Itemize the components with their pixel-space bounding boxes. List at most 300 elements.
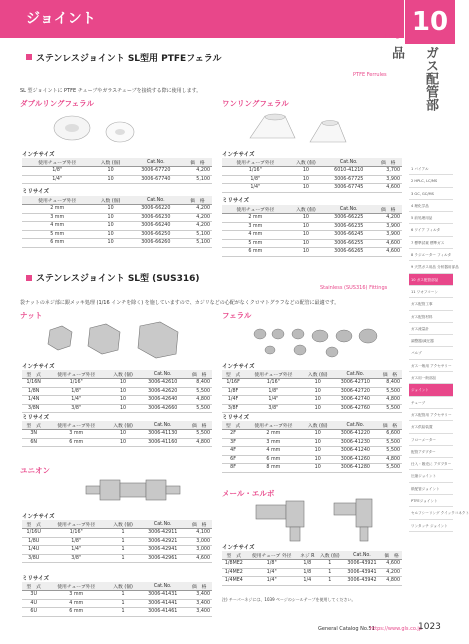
table-cell: 1/16" xyxy=(45,529,107,538)
table-header: 使用チューブ外径 xyxy=(45,520,107,529)
table-cell: 10 xyxy=(92,167,128,176)
table-cell: 3006-41280 xyxy=(333,464,378,473)
section-marker-icon xyxy=(26,275,32,281)
table-cell: 6U xyxy=(22,608,45,617)
section-title-2: ステンレスジョイント SL型 (SUS316) xyxy=(36,274,200,284)
table-cell: 10 xyxy=(92,239,128,248)
union-inch-heading: インチサイズ xyxy=(22,514,55,520)
table-cell: 3006-41431 xyxy=(139,591,186,600)
table-cell: 3006-42740 xyxy=(333,396,378,405)
table-cell: 3/8" xyxy=(244,404,302,413)
chapter-number: 10 xyxy=(405,0,455,44)
table-cell: 1/4" xyxy=(45,546,107,555)
table-cell: 3,400 xyxy=(186,599,212,608)
table-cell: 6 mm xyxy=(222,248,289,257)
table-cell: 3006-66220 xyxy=(129,205,183,214)
table-cell: 2 mm xyxy=(222,214,289,223)
table-cell: 10 xyxy=(289,239,324,248)
table-header: 価 格 xyxy=(186,421,212,430)
table-row xyxy=(22,591,212,600)
table-cell: 10 xyxy=(303,464,333,473)
table-cell: 1/4" xyxy=(246,568,298,577)
table-cell: 1/16" xyxy=(222,167,289,176)
table-row xyxy=(222,175,402,184)
table-row xyxy=(222,447,402,456)
table-cell: 5,500 xyxy=(186,387,212,396)
table-header: 使用チューブ 外径 xyxy=(246,551,298,560)
table-cell: 3006-42660 xyxy=(139,404,186,413)
table-cell: 3 mm xyxy=(244,438,302,447)
table-header: 入数 (個) xyxy=(107,520,139,529)
table-cell: 3006-66265 xyxy=(323,248,374,257)
table-cell: 10 xyxy=(289,167,324,176)
table-header: Cat.No. xyxy=(139,421,186,430)
elbow-inch-table xyxy=(222,551,402,586)
table-cell: 10 xyxy=(92,175,128,184)
table-cell: 3006-42911 xyxy=(139,529,186,538)
table-cell: 1 xyxy=(107,591,139,600)
table-cell: 2F xyxy=(222,430,244,439)
table-cell: 1/4" xyxy=(45,396,107,405)
dbl-inch-table xyxy=(22,158,212,184)
double-ring-title: ダブルリングフェラル xyxy=(20,99,94,108)
chapter-title: ガス配管部品 xyxy=(389,46,438,111)
table-cell: 4,200 xyxy=(183,167,212,176)
table-cell: 4,200 xyxy=(183,222,212,231)
fer-mm-heading: ミリサイズ xyxy=(222,415,249,421)
table-cell: 5,500 xyxy=(378,447,402,456)
table-cell: 4,800 xyxy=(381,577,402,586)
union-mm-heading: ミリサイズ xyxy=(22,576,49,582)
table-cell: 10 xyxy=(303,438,333,447)
table-cell: 4 mm xyxy=(22,222,92,231)
table-header: Cat.No. xyxy=(323,205,374,214)
table-cell: 4 mm xyxy=(45,599,107,608)
table-row xyxy=(22,438,212,447)
one-ring-title: ワンリングフェラル xyxy=(222,99,289,108)
table-cell: 5 mm xyxy=(222,239,289,248)
table-cell: 3006-41441 xyxy=(139,599,186,608)
table-cell: 10 xyxy=(107,396,139,405)
table-row xyxy=(22,404,212,413)
table-row xyxy=(222,387,402,396)
side-nav-item[interactable]: 紙配管ジョイント xyxy=(409,483,453,495)
side-nav-item[interactable]: 9 天然ガス用品 分析器用部品 xyxy=(409,261,453,273)
table-cell: 10 xyxy=(107,438,139,447)
table-header: Cat.No. xyxy=(139,582,186,591)
side-nav-item[interactable]: ガス流量計 xyxy=(409,323,453,335)
table-cell: 3006-43921 xyxy=(343,560,381,569)
table-cell: 3006-67720 xyxy=(129,167,183,176)
table-cell: 3,900 xyxy=(374,175,402,184)
side-nav xyxy=(409,163,469,532)
table-row xyxy=(222,404,402,413)
fer-inch-table xyxy=(222,370,402,413)
page-number: 1023 xyxy=(418,622,441,632)
table-row xyxy=(222,214,402,223)
table-cell: 4,800 xyxy=(378,396,402,405)
nut-mm-heading: ミリサイズ xyxy=(22,415,49,421)
table-cell: 3/8N xyxy=(22,404,45,413)
table-header: 価 格 xyxy=(183,196,212,205)
table-cell: 1 xyxy=(317,560,343,569)
table-cell: 10 xyxy=(289,184,324,193)
table-cell: 1/4" xyxy=(222,184,289,193)
side-nav-item[interactable]: 7 標準試薬 標準ガス xyxy=(409,237,453,249)
table-cell: 1/8" xyxy=(244,387,302,396)
table-cell: 1/8" xyxy=(22,167,92,176)
table-cell: 10 xyxy=(303,379,333,388)
table-header: Cat.No. xyxy=(129,196,183,205)
table-cell: 3006-66230 xyxy=(129,213,183,222)
table-cell: 10 xyxy=(107,404,139,413)
dbl-mm-table xyxy=(22,196,212,248)
table-header: ネジ R xyxy=(298,551,317,560)
table-row xyxy=(222,184,402,193)
table-header: 使用チューブ外径 xyxy=(22,158,92,167)
table-cell: 3,000 xyxy=(186,537,212,546)
union-inch-table xyxy=(22,520,212,563)
table-cell: 1/8U xyxy=(22,537,45,546)
table-cell: 3006-42620 xyxy=(139,387,186,396)
table-header: 型 式 xyxy=(222,370,244,379)
side-nav-item[interactable]: バルブ xyxy=(409,347,453,359)
table-header: 型 式 xyxy=(22,520,45,529)
table-cell: 1/8" xyxy=(246,560,298,569)
side-nav-item[interactable]: ガス供給装置 xyxy=(409,421,453,433)
side-nav-item[interactable]: ガス配管材料 xyxy=(409,311,453,323)
table-cell: 5,500 xyxy=(186,430,212,439)
table-cell: 5,500 xyxy=(378,387,402,396)
table-row xyxy=(22,167,212,176)
table-header: 使用チューブ外径 xyxy=(45,582,107,591)
one-inch-table xyxy=(222,158,402,193)
table-cell: 6 mm xyxy=(45,608,107,617)
table-cell: 1 xyxy=(107,537,139,546)
table-row xyxy=(22,599,212,608)
table-header: Cat.No. xyxy=(129,158,183,167)
table-cell: 3/8F xyxy=(222,404,244,413)
table-cell: 6 mm xyxy=(22,239,92,248)
table-cell: 1/8N xyxy=(22,387,45,396)
table-cell: 3006-66225 xyxy=(323,214,374,223)
table-cell: 1/4 xyxy=(298,577,317,586)
table-cell: 10 xyxy=(303,387,333,396)
table-header: 使用チューブ外径 xyxy=(244,370,302,379)
table-header: Cat.No. xyxy=(333,421,378,430)
table-row xyxy=(222,379,402,388)
table-cell: 3006-66235 xyxy=(323,222,374,231)
table-cell: 8,400 xyxy=(186,379,212,388)
one-mm-table xyxy=(222,205,402,257)
table-cell: 2 mm xyxy=(22,205,92,214)
table-cell: 3006-41260 xyxy=(333,455,378,464)
side-nav-item[interactable]: ガス配管用 アクセサリー xyxy=(409,409,453,421)
dbl-mm-heading: ミリサイズ xyxy=(22,189,49,195)
side-nav-item[interactable]: ガス用一般部品 xyxy=(409,372,453,384)
table-cell: 4,200 xyxy=(381,568,402,577)
side-nav-item[interactable]: ガス一般用 アクセサリー xyxy=(409,360,453,372)
table-row xyxy=(22,222,212,231)
table-cell: 3,900 xyxy=(374,231,402,240)
side-nav-item[interactable]: チューブ xyxy=(409,397,453,409)
table-cell: 3N xyxy=(22,430,45,439)
table-header: 使用チューブ外径 xyxy=(45,370,107,379)
table-cell: 1/16N xyxy=(22,379,45,388)
table-cell: 1/4U xyxy=(22,546,45,555)
table-cell: 4U xyxy=(22,599,45,608)
table-cell: 10 xyxy=(107,430,139,439)
side-nav-item[interactable]: 仕入・販売に アダプター xyxy=(409,458,453,470)
nut-mm-table xyxy=(22,421,212,447)
table-cell: 4F xyxy=(222,447,244,456)
table-cell: 3006-42710 xyxy=(333,379,378,388)
table-cell: 4,600 xyxy=(186,554,212,563)
table-cell: 1/4F xyxy=(222,396,244,405)
table-cell: 3 mm xyxy=(222,222,289,231)
table-header: 入数 (個) xyxy=(92,196,128,205)
table-cell: 4,200 xyxy=(183,213,212,222)
side-nav-item[interactable]: 5 前処理用品 xyxy=(409,212,453,224)
table-cell: 4,100 xyxy=(186,529,212,538)
table-row xyxy=(22,230,212,239)
table-cell: 5,100 xyxy=(183,239,212,248)
table-header: 使用チューブ外径 xyxy=(222,158,289,167)
table-row xyxy=(22,608,212,617)
section-title: ステンレスジョイント SL型用 PTFEフェラル xyxy=(36,54,222,64)
table-cell: 3/8" xyxy=(45,404,107,413)
side-nav-item[interactable]: PTFEジョイント xyxy=(409,495,453,507)
table-cell: 1/16F xyxy=(222,379,244,388)
table-cell: 8 mm xyxy=(244,464,302,473)
table-cell: 3006-67745 xyxy=(323,184,374,193)
table-cell: 2 mm xyxy=(244,430,302,439)
table-cell: 4,600 xyxy=(374,248,402,257)
table-header: 使用チューブ外径 xyxy=(222,205,289,214)
table-cell: 5,500 xyxy=(378,404,402,413)
table-cell: 1/8" xyxy=(45,537,107,546)
table-cell: 10 xyxy=(92,222,128,231)
table-row xyxy=(22,396,212,405)
table-cell: 3006-66245 xyxy=(323,231,374,240)
section-desc-2: 袋ナットのネジ部に銀メッキ処理 (1/16 インチを除く) を施していますので、カジリなどの心配がなくクロマトグラフなどの配管に最適です。 xyxy=(20,300,340,306)
table-cell: 5,500 xyxy=(378,438,402,447)
footer-url[interactable]: https://www.gls.co.jp xyxy=(370,626,422,632)
table-cell: 3006-66240 xyxy=(129,222,183,231)
table-header: 使用チューブ外径 xyxy=(22,196,92,205)
table-cell: 3,400 xyxy=(186,608,212,617)
table-cell: 3006-42610 xyxy=(139,379,186,388)
table-cell: 1/8ME2 xyxy=(222,560,246,569)
table-header: 使用チューブ外径 xyxy=(244,421,302,430)
table-cell: 1 xyxy=(107,529,139,538)
table-cell: 10 xyxy=(303,447,333,456)
table-cell: 6 mm xyxy=(244,455,302,464)
table-header: 型 式 xyxy=(222,551,246,560)
elbow-inch-heading: インチサイズ xyxy=(222,545,255,551)
table-cell: 1/4" xyxy=(244,396,302,405)
section-desc: SL 型ジョイントに PTFE チューブやガラスチューブを接続する際に使用します。 xyxy=(20,88,202,94)
side-nav-item[interactable]: 配管アダプター xyxy=(409,446,453,458)
table-header: Cat.No. xyxy=(333,370,378,379)
ferrule-cone-image xyxy=(240,108,360,148)
table-row xyxy=(22,554,212,563)
table-row xyxy=(222,455,402,464)
side-nav-item[interactable]: 1 バイアル xyxy=(409,163,453,175)
one-mm-heading: ミリサイズ xyxy=(222,198,249,204)
table-cell: 1 xyxy=(107,608,139,617)
catalog-label: General Catalog No.51 xyxy=(318,626,375,632)
table-cell: 3,000 xyxy=(186,546,212,555)
table-header: 型 式 xyxy=(22,421,45,430)
side-nav-item[interactable]: 11 ワオフコーン xyxy=(409,286,453,298)
table-cell: 1/4ME2 xyxy=(222,568,246,577)
union-mm-table xyxy=(22,582,212,617)
table-header: 価 格 xyxy=(378,370,402,379)
table-header: 価 格 xyxy=(186,370,212,379)
side-nav-item[interactable]: 10 ガス配管部品 xyxy=(409,274,453,286)
side-nav-item[interactable]: ワンタッチ ジョイント xyxy=(409,520,453,532)
one-inch-heading: インチサイズ xyxy=(222,152,255,158)
table-row xyxy=(222,222,402,231)
table-header: 使用チューブ外径 xyxy=(45,421,107,430)
table-header: 入数 (個) xyxy=(107,582,139,591)
table-cell: 6,600 xyxy=(378,430,402,439)
fer-inch-heading: インチサイズ xyxy=(222,364,255,370)
table-header: 価 格 xyxy=(183,158,212,167)
table-cell: 3U xyxy=(22,591,45,600)
side-nav-item[interactable]: 調整器/減圧器 xyxy=(409,335,453,347)
table-cell: 10 xyxy=(303,404,333,413)
table-header: 入数 (個) xyxy=(107,421,139,430)
table-cell: 8,400 xyxy=(378,379,402,388)
elbow-note: 注) チーパーネジには、1039 ページのシールテープを使用してください。 xyxy=(222,597,356,602)
table-cell: 4,800 xyxy=(186,438,212,447)
table-header: 型 式 xyxy=(22,582,45,591)
table-cell: 1/8F xyxy=(222,387,244,396)
table-cell: 4,200 xyxy=(183,205,212,214)
table-header: 価 格 xyxy=(186,582,212,591)
table-header: 入数 (個) xyxy=(303,370,333,379)
table-cell: 3,400 xyxy=(186,591,212,600)
table-cell: 3006-41240 xyxy=(333,447,378,456)
table-cell: 3 mm xyxy=(45,430,107,439)
table-row xyxy=(22,205,212,214)
table-cell: 5,100 xyxy=(183,230,212,239)
table-cell: 3006-42961 xyxy=(139,554,186,563)
table-cell: 3006-42941 xyxy=(139,546,186,555)
table-cell: 4,800 xyxy=(186,396,212,405)
table-cell: 3F xyxy=(222,438,244,447)
table-cell: 1 xyxy=(317,568,343,577)
table-cell: 1/4" xyxy=(22,175,92,184)
table-header: 入数 (個) xyxy=(303,421,333,430)
table-cell: 1/16" xyxy=(244,379,302,388)
table-cell: 6F xyxy=(222,455,244,464)
section-marker-icon xyxy=(26,54,32,60)
table-cell: 10 xyxy=(289,231,324,240)
side-nav-item[interactable]: 3 GC, GC/MS xyxy=(409,188,453,200)
fer-mm-table xyxy=(222,421,402,473)
table-cell: 3/8U xyxy=(22,554,45,563)
side-nav-item[interactable]: 2 HPLC, LC/MS xyxy=(409,175,453,187)
table-cell: 3006-41461 xyxy=(139,608,186,617)
table-cell: 3006-41130 xyxy=(139,430,186,439)
table-cell: 1 xyxy=(107,546,139,555)
side-nav-item[interactable]: 8 ラジエーター フィルタ xyxy=(409,249,453,261)
nut-inch-table xyxy=(22,370,212,413)
side-nav-item[interactable]: 圧縮ジョイント xyxy=(409,470,453,482)
table-cell: 3006-41230 xyxy=(333,438,378,447)
table-cell: 5 mm xyxy=(22,230,92,239)
table-cell: 1 xyxy=(317,577,343,586)
table-cell: 4,600 xyxy=(381,560,402,569)
ferrule-white-image xyxy=(50,108,160,148)
table-cell: 3006-43941 xyxy=(343,568,381,577)
table-row xyxy=(222,464,402,473)
table-cell: 6N xyxy=(22,438,45,447)
table-cell: 10 xyxy=(92,205,128,214)
table-cell: 1 xyxy=(107,599,139,608)
table-row xyxy=(22,175,212,184)
table-cell: 3/8" xyxy=(45,554,107,563)
table-cell: 1 xyxy=(107,554,139,563)
table-row xyxy=(222,396,402,405)
table-cell: 1/16U xyxy=(22,529,45,538)
table-cell: 1/16" xyxy=(45,379,107,388)
table-cell: 3006-42720 xyxy=(333,387,378,396)
category-label: Fittings xyxy=(382,34,402,40)
side-nav-item[interactable]: ガス配管工事 xyxy=(409,298,453,310)
table-cell: 3,700 xyxy=(374,167,402,176)
table-cell: 1/8" xyxy=(222,175,289,184)
table-header: Cat.No. xyxy=(139,520,186,529)
dbl-inch-heading: インチサイズ xyxy=(22,152,55,158)
table-cell: 3006-66250 xyxy=(129,230,183,239)
table-cell: 5,500 xyxy=(378,464,402,473)
union-title: ユニオン xyxy=(20,466,50,475)
table-cell: 4,600 xyxy=(374,184,402,193)
table-cell: 1/8 xyxy=(298,560,317,569)
table-cell: 1/8 xyxy=(298,568,317,577)
table-header: 価 格 xyxy=(374,158,402,167)
page-title: ジョイント xyxy=(26,11,96,27)
table-cell: 4,800 xyxy=(378,455,402,464)
side-nav-item[interactable]: ジョイント xyxy=(409,384,453,396)
table-row xyxy=(222,430,402,439)
table-row xyxy=(222,577,402,586)
table-header: 入数 (個) xyxy=(107,370,139,379)
table-row xyxy=(22,537,212,546)
table-cell: 3006-67725 xyxy=(323,175,374,184)
side-nav-item[interactable]: セルフシーリング クイックコネクト xyxy=(409,507,453,519)
table-header: 型 式 xyxy=(22,370,45,379)
table-cell: 3006-66260 xyxy=(129,239,183,248)
side-nav-item[interactable]: フローメーター xyxy=(409,434,453,446)
table-row xyxy=(22,387,212,396)
side-nav-item[interactable]: 6 ワイア フィルタ xyxy=(409,224,453,236)
table-cell: 8F xyxy=(222,464,244,473)
nut-inch-heading: インチサイズ xyxy=(22,364,55,370)
side-nav-item[interactable]: 4 理化学品 xyxy=(409,200,453,212)
table-header: 入数 (個) xyxy=(92,158,128,167)
table-cell: 10 xyxy=(303,396,333,405)
table-row xyxy=(22,546,212,555)
table-cell: 3006-42760 xyxy=(333,404,378,413)
table-header: 型 式 xyxy=(222,421,244,430)
table-row xyxy=(22,529,212,538)
table-cell: 3006-43942 xyxy=(343,577,381,586)
